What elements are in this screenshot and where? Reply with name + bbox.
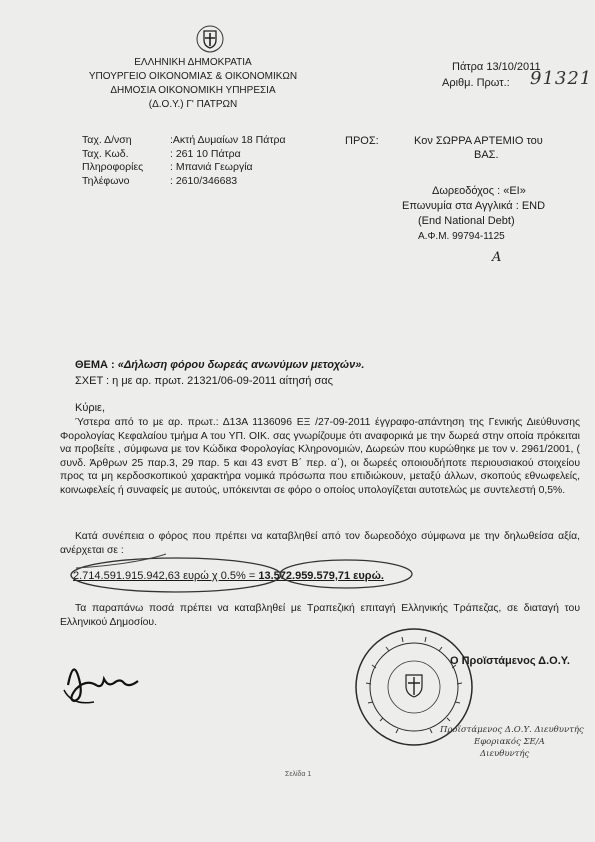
recipient-name-2: ΒΑΣ. [474, 149, 499, 161]
body-paragraph-2: Κατά συνέπεια ο φόρος που πρέπει να καταβληθεί από τον δωρεοδόχο σύμφωνα με την δηλωθείσα αξία, ανέρχεται σε : [60, 531, 580, 556]
contact-values [170, 134, 286, 188]
letterhead-line-2: ΥΠΟΥΡΓΕΙΟ ΟΙΚΟΝΟΜΙΑΣ & ΟΙΚΟΝΟΜΙΚΩΝ [88, 71, 298, 82]
contact-postcode-label: Ταχ. Κωδ. [82, 147, 129, 160]
body-paragraph-3: Τα παραπάνω ποσά πρέπει να καταβληθεί με Τραπεζική επιταγή Ελληνικής Τράπεζας, σε διαταγή του Ελληνικού Δημοσίου. [60, 603, 580, 628]
recipient-name: Κον ΣΩΡΡΑ ΑΡΤΕΜΙΟ του [414, 135, 543, 147]
subject-label: ΘΕΜΑ : [75, 359, 115, 371]
stamp-text-line-3: Διευθυντής [480, 749, 530, 759]
contact-address-label: Ταχ. Δ/νση [82, 134, 132, 146]
protocol-label: Αριθμ. Πρωτ.: [442, 77, 510, 89]
donee-line: Δωρεοδόχος : «ΕΙ» [432, 185, 526, 197]
tax-amount: 13.572.959.579,71 ευρώ. [258, 570, 384, 582]
hand-drawn-oval-marks [46, 548, 416, 598]
page-number: Σελίδα 1 [285, 771, 312, 778]
end-debt-line: (End National Debt) [418, 215, 515, 227]
coat-of-arms-emblem [195, 24, 225, 54]
stamp-text-line-2: Εφοριακός ΣΕ/Α [474, 737, 545, 747]
contact-phone-label: Τηλέφωνο [82, 174, 130, 187]
letterhead-line-3: ΔΗΜΟΣΙΑ ΟΙΚΟΝΟΜΙΚΗ ΥΠΗΡΕΣΙΑ [110, 85, 276, 96]
contact-info-label: Πληροφορίες [82, 161, 144, 173]
letterhead-line-4: (Δ.Ο.Υ.) Γ' ΠΑΤΡΩΝ [148, 99, 238, 110]
subject-text: «Δήλωση φόρου δωρεάς ανωνύμων μετοχών». [117, 359, 365, 371]
contact-phone-value: : 2610/346683 [170, 174, 238, 187]
handwritten-signature [60, 650, 145, 710]
place-date: Πάτρα 13/10/2011 [452, 61, 541, 73]
pros-label: ΠΡΟΣ: [345, 135, 379, 147]
contact-address-value: :Ακτή Δυμαίων 18 Πάτρα [170, 134, 286, 146]
letterhead [78, 56, 308, 112]
handwritten-mark: A [492, 250, 502, 265]
contact-labels [82, 134, 143, 188]
contact-postcode-value: : 261 10 Πάτρα [170, 147, 241, 160]
salutation: Κύριε, [75, 402, 106, 414]
english-name-line: Επωνυμία στα Αγγλικά : END [402, 200, 546, 212]
letterhead-line-1: ΕΛΛΗΝΙΚΗ ΔΗΜΟΚΡΑΤΙΑ [134, 57, 252, 68]
subject-line [75, 359, 364, 371]
signatory-title: Ο Προϊστάμενος Δ.Ο.Υ. [450, 655, 570, 667]
body-paragraph-1: Ύστερα από το με αρ. πρωτ.: Δ13Α 1136096 ΕΞ /27-09-2011 έγγραφο-απάντηση της Γενικής Διεύθυνσης Φορολογίας Κεφαλαίου τμήμα Α του ΥΠ. ΟΙΚ. σας γνωρίζουμε ότι αναφορικά με την δωρεά στην οποία πρόκειται να προβείτε , σύμφωνα με τον Κώδικα Φορολογίας Κληρονομιών, Δωρεών που κυρώθηκε με τον ν. 2961/2001, ( συνδ. Άρθρων 25 παρ.3, 29 παρ. 5 και 43 ενστ Β΄ περ. α΄), οι δωρεές οποιουδήποτε περιουσιακού στοιχείου προς τα μη κερδοσκοπικού χαρακτήρα νομικά πρόσωπα που επιδιώκουν, μεταξύ άλλων, σκοπούς εθνωφελείς, κοινωφελείς ή συναφείς με αυτούς, υπόκεινται σε φόρο ο οποίος υπολογίζεται αυτοτελώς με συντελεστή 0,5%. [60, 417, 580, 496]
declared-value: 2.714.591.915.942,63 ευρώ χ 0.5% = [73, 570, 259, 582]
protocol-number-handwritten: 91321 [530, 68, 593, 89]
afm-line: Α.Φ.Μ. 99794-1125 [418, 231, 505, 242]
contact-info-value: : Μπανιά Γεωργία [170, 161, 253, 173]
reference-line: ΣΧΕΤ : η με αρ. πρωτ. 21321/06-09-2011 αίτησή σας [75, 375, 333, 387]
stamp-text-line-1: Προϊστάμενος Δ.Ο.Υ. Διευθυντής [440, 725, 584, 735]
